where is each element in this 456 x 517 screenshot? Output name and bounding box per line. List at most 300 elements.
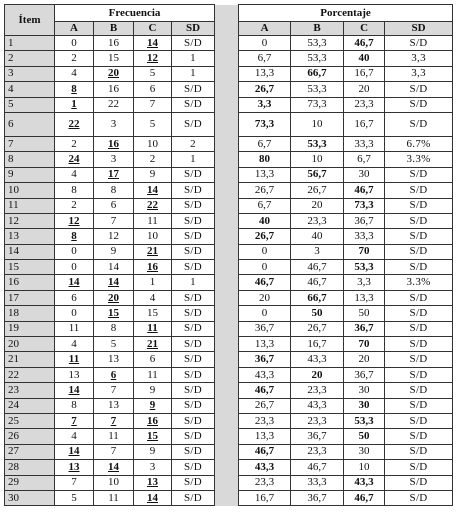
item-number: 19 bbox=[5, 321, 55, 336]
pct-value: 43,3 bbox=[307, 399, 327, 412]
pct-value: 80 bbox=[259, 153, 271, 166]
freq-value: 11 bbox=[68, 322, 80, 335]
pct-cell-a bbox=[239, 198, 291, 213]
freq-cell-b bbox=[94, 337, 134, 352]
freq-value: 0 bbox=[71, 36, 77, 49]
item-number: 10 bbox=[5, 183, 55, 198]
freq-cell-a bbox=[55, 66, 94, 81]
freq-value: 13 bbox=[108, 353, 119, 366]
pct-cell-b bbox=[291, 367, 344, 382]
freq-cell-b bbox=[94, 213, 134, 228]
pct-cell-c bbox=[344, 82, 385, 97]
freq-cell-sd bbox=[172, 152, 215, 167]
table-row bbox=[5, 229, 453, 244]
item-number: 26 bbox=[5, 429, 55, 444]
column-separator bbox=[215, 429, 239, 444]
freq-cell-a bbox=[55, 413, 94, 428]
pct-value: S/D bbox=[409, 322, 428, 335]
pct-cell-c bbox=[344, 460, 385, 475]
freq-cell-c bbox=[134, 290, 172, 305]
freq-value: 6 bbox=[110, 368, 117, 381]
pct-cell-a bbox=[239, 36, 291, 51]
pct-cell-b bbox=[291, 398, 344, 413]
freq-value: 8 bbox=[110, 183, 117, 196]
pct-value: S/D bbox=[409, 245, 428, 258]
pct-value: 23,3 bbox=[254, 476, 275, 489]
freq-cell-b bbox=[94, 413, 134, 428]
pct-value: 66,7 bbox=[307, 67, 327, 80]
pct-value: 53,3 bbox=[354, 260, 374, 273]
pct-cell-c bbox=[344, 383, 385, 398]
freq-value: 15 bbox=[147, 430, 158, 443]
column-separator bbox=[215, 66, 239, 81]
table-body bbox=[5, 36, 453, 506]
freq-cell-c bbox=[134, 198, 172, 213]
pct-value: 73,3 bbox=[354, 199, 374, 212]
item-number: 29 bbox=[5, 475, 55, 490]
freq-cell-a bbox=[55, 321, 94, 336]
pct-value: 36,7 bbox=[307, 491, 327, 504]
freq-value: 16 bbox=[147, 414, 158, 427]
pct-cell-a bbox=[239, 460, 291, 475]
pct-cell-sd bbox=[385, 321, 453, 336]
freq-value: 9 bbox=[110, 245, 117, 258]
pct-value: 23,3 bbox=[307, 383, 327, 396]
freq-cell-b bbox=[94, 429, 134, 444]
freq-value: 5 bbox=[71, 491, 77, 504]
pct-cell-b bbox=[291, 260, 344, 275]
freq-value: 24 bbox=[68, 153, 80, 166]
freq-value: 13 bbox=[68, 368, 80, 381]
table-row bbox=[5, 398, 453, 413]
freq-cell-c bbox=[134, 167, 172, 182]
pct-value: S/D bbox=[409, 414, 428, 427]
freq-cell-a bbox=[55, 429, 94, 444]
freq-value: 1 bbox=[190, 52, 196, 65]
freq-value: 2 bbox=[71, 137, 77, 150]
pct-value: 16,7 bbox=[354, 67, 374, 80]
freq-value: 0 bbox=[71, 245, 77, 258]
pct-cell-sd bbox=[385, 244, 453, 259]
freq-cell-c bbox=[134, 429, 172, 444]
freq-cell-c bbox=[134, 490, 172, 505]
freq-value: 3 bbox=[110, 117, 117, 130]
freq-value: S/D bbox=[184, 214, 203, 227]
pct-value: 43,3 bbox=[254, 368, 275, 381]
freq-cell-b bbox=[94, 290, 134, 305]
freq-cell-sd bbox=[172, 290, 215, 305]
table-row bbox=[5, 367, 453, 382]
table-row bbox=[5, 306, 453, 321]
pct-value: 46,7 bbox=[254, 445, 275, 458]
pct-cell-a bbox=[239, 66, 291, 81]
freq-value: S/D bbox=[184, 337, 203, 350]
pct-value: 20 bbox=[358, 353, 370, 366]
pct-value: 0 bbox=[261, 245, 268, 258]
pct-value: 23,3 bbox=[254, 414, 275, 427]
freq-cell-b bbox=[94, 229, 134, 244]
pct-cell-c bbox=[344, 51, 385, 66]
freq-cell-b bbox=[94, 383, 134, 398]
column-separator bbox=[215, 198, 239, 213]
pct-value: 53,3 bbox=[307, 82, 327, 95]
pct-value: 3 bbox=[314, 245, 320, 258]
pct-value: 20 bbox=[311, 199, 323, 212]
item-number: 17 bbox=[5, 290, 55, 305]
column-separator bbox=[215, 183, 239, 198]
table-row bbox=[5, 413, 453, 428]
column-separator bbox=[215, 229, 239, 244]
pct-col-b: B bbox=[291, 22, 344, 36]
freq-cell-sd bbox=[172, 475, 215, 490]
freq-cell-c bbox=[134, 136, 172, 151]
freq-cell-sd bbox=[172, 51, 215, 66]
freq-value: 22 bbox=[108, 98, 119, 111]
pct-cell-sd bbox=[385, 352, 453, 367]
header-item: Ítem bbox=[5, 5, 55, 36]
pct-value: 46,7 bbox=[254, 383, 275, 396]
freq-value: S/D bbox=[184, 245, 203, 258]
item-number: 16 bbox=[5, 275, 55, 290]
item-number: 9 bbox=[5, 167, 55, 182]
freq-cell-sd bbox=[172, 398, 215, 413]
freq-cell-b bbox=[94, 475, 134, 490]
table-row bbox=[5, 36, 453, 51]
freq-cell-c bbox=[134, 413, 172, 428]
pct-value: 40 bbox=[311, 229, 323, 242]
column-separator bbox=[215, 97, 239, 112]
pct-cell-b bbox=[291, 275, 344, 290]
pct-value: S/D bbox=[409, 229, 428, 242]
freq-value: 14 bbox=[108, 260, 119, 273]
freq-col-sd: SD bbox=[172, 22, 215, 36]
freq-cell-sd bbox=[172, 213, 215, 228]
freq-value: 15 bbox=[108, 306, 119, 319]
pct-value: 46,7 bbox=[354, 491, 374, 504]
pct-value: 33,3 bbox=[354, 137, 374, 150]
freq-value: 1 bbox=[71, 98, 77, 111]
pct-cell-a bbox=[239, 490, 291, 505]
pct-cell-sd bbox=[385, 152, 453, 167]
freq-cell-b bbox=[94, 244, 134, 259]
freq-cell-a bbox=[55, 213, 94, 228]
pct-value: 30 bbox=[358, 168, 370, 181]
pct-cell-sd bbox=[385, 82, 453, 97]
freq-cell-b bbox=[94, 51, 134, 66]
column-separator bbox=[215, 352, 239, 367]
freq-value: 14 bbox=[147, 36, 158, 49]
freq-value: S/D bbox=[184, 306, 203, 319]
freq-cell-a bbox=[55, 229, 94, 244]
item-number: 3 bbox=[5, 66, 55, 81]
freq-cell-sd bbox=[172, 112, 215, 136]
pct-value: S/D bbox=[409, 260, 428, 273]
pct-value: 6,7 bbox=[257, 137, 272, 150]
pct-cell-b bbox=[291, 229, 344, 244]
pct-cell-sd bbox=[385, 367, 453, 382]
freq-value: 7 bbox=[149, 98, 156, 111]
freq-cell-sd bbox=[172, 183, 215, 198]
freq-cell-a bbox=[55, 306, 94, 321]
freq-cell-b bbox=[94, 167, 134, 182]
column-separator bbox=[215, 275, 239, 290]
pct-cell-sd bbox=[385, 306, 453, 321]
pct-value: 53,3 bbox=[307, 52, 327, 65]
table-row bbox=[5, 490, 453, 505]
freq-cell-b bbox=[94, 36, 134, 51]
freq-cell-b bbox=[94, 490, 134, 505]
column-separator bbox=[215, 398, 239, 413]
pct-cell-b bbox=[291, 475, 344, 490]
pct-value: 3,3 bbox=[411, 67, 426, 80]
freq-value: 9 bbox=[149, 399, 156, 412]
freq-value: 0 bbox=[71, 306, 77, 319]
freq-value: 1 bbox=[190, 67, 196, 80]
table-row bbox=[5, 475, 453, 490]
freq-value: 11 bbox=[147, 214, 158, 227]
pct-value: S/D bbox=[409, 291, 428, 304]
freq-value: 13 bbox=[68, 460, 80, 473]
pct-cell-c bbox=[344, 352, 385, 367]
freq-cell-c bbox=[134, 321, 172, 336]
freq-value: 4 bbox=[71, 430, 77, 443]
pct-value: 53,3 bbox=[307, 36, 327, 49]
freq-value: S/D bbox=[184, 82, 203, 95]
freq-cell-a bbox=[55, 51, 94, 66]
freq-cell-b bbox=[94, 112, 134, 136]
pct-value: 0 bbox=[261, 260, 268, 273]
freq-cell-c bbox=[134, 152, 172, 167]
freq-cell-a bbox=[55, 183, 94, 198]
pct-cell-b bbox=[291, 352, 344, 367]
table-row bbox=[5, 275, 453, 290]
pct-cell-b bbox=[291, 490, 344, 505]
freq-value: S/D bbox=[184, 414, 203, 427]
table-row bbox=[5, 97, 453, 112]
pct-col-sd: SD bbox=[385, 22, 453, 36]
pct-value: S/D bbox=[409, 214, 428, 227]
pct-value: S/D bbox=[409, 36, 428, 49]
pct-cell-b bbox=[291, 152, 344, 167]
pct-cell-sd bbox=[385, 429, 453, 444]
pct-cell-b bbox=[291, 198, 344, 213]
freq-cell-c bbox=[134, 82, 172, 97]
freq-cell-a bbox=[55, 275, 94, 290]
freq-cell-c bbox=[134, 112, 172, 136]
item-number: 4 bbox=[5, 82, 55, 97]
freq-cell-sd bbox=[172, 36, 215, 51]
pct-value: 50 bbox=[358, 430, 370, 443]
pct-cell-a bbox=[239, 398, 291, 413]
table-row bbox=[5, 198, 453, 213]
pct-cell-c bbox=[344, 398, 385, 413]
pct-cell-b bbox=[291, 383, 344, 398]
freq-value: 2 bbox=[149, 153, 156, 166]
freq-cell-c bbox=[134, 229, 172, 244]
pct-cell-b bbox=[291, 321, 344, 336]
pct-value: 43,3 bbox=[354, 476, 374, 489]
freq-value: 13 bbox=[108, 399, 119, 412]
pct-value: S/D bbox=[409, 306, 428, 319]
pct-cell-sd bbox=[385, 275, 453, 290]
freq-cell-a bbox=[55, 112, 94, 136]
freq-cell-c bbox=[134, 306, 172, 321]
pct-value: 6,7 bbox=[257, 52, 272, 65]
freq-cell-sd bbox=[172, 136, 215, 151]
pct-cell-b bbox=[291, 51, 344, 66]
pct-value: S/D bbox=[409, 183, 428, 196]
freq-value: S/D bbox=[184, 36, 203, 49]
pct-value: S/D bbox=[409, 491, 428, 504]
freq-cell-sd bbox=[172, 429, 215, 444]
freq-value: S/D bbox=[184, 445, 203, 458]
pct-value: 26,7 bbox=[254, 229, 275, 242]
item-number: 8 bbox=[5, 152, 55, 167]
pct-cell-a bbox=[239, 444, 291, 459]
column-separator bbox=[215, 167, 239, 182]
freq-cell-c bbox=[134, 367, 172, 382]
freq-cell-sd bbox=[172, 352, 215, 367]
freq-cell-b bbox=[94, 136, 134, 151]
pct-cell-sd bbox=[385, 475, 453, 490]
freq-value: 1 bbox=[190, 276, 196, 289]
column-separator bbox=[215, 244, 239, 259]
freq-col-b: B bbox=[94, 22, 134, 36]
freq-cell-b bbox=[94, 321, 134, 336]
freq-value: 16 bbox=[108, 82, 119, 95]
freq-cell-b bbox=[94, 367, 134, 382]
column-separator bbox=[215, 413, 239, 428]
pct-cell-sd bbox=[385, 136, 453, 151]
freq-cell-a bbox=[55, 460, 94, 475]
column-separator bbox=[215, 82, 239, 97]
pct-value: 10 bbox=[358, 460, 370, 473]
freq-cell-a bbox=[55, 398, 94, 413]
results-table bbox=[4, 4, 453, 506]
pct-value: 0 bbox=[261, 36, 268, 49]
freq-cell-c bbox=[134, 352, 172, 367]
freq-value: 8 bbox=[71, 399, 77, 412]
freq-value: S/D bbox=[184, 322, 203, 335]
freq-value: 6 bbox=[71, 291, 77, 304]
item-number: 23 bbox=[5, 383, 55, 398]
item-number: 15 bbox=[5, 260, 55, 275]
pct-cell-c bbox=[344, 112, 385, 136]
freq-value: 9 bbox=[149, 445, 156, 458]
pct-value: 73,3 bbox=[254, 117, 275, 130]
freq-value: 0 bbox=[71, 260, 77, 273]
freq-cell-c bbox=[134, 183, 172, 198]
column-separator bbox=[215, 383, 239, 398]
pct-cell-a bbox=[239, 51, 291, 66]
table-row bbox=[5, 82, 453, 97]
pct-value: 70 bbox=[358, 245, 370, 258]
freq-cell-sd bbox=[172, 337, 215, 352]
freq-value: S/D bbox=[184, 98, 203, 111]
table-row bbox=[5, 444, 453, 459]
pct-cell-b bbox=[291, 413, 344, 428]
pct-cell-c bbox=[344, 444, 385, 459]
pct-cell-c bbox=[344, 306, 385, 321]
pct-cell-b bbox=[291, 213, 344, 228]
pct-cell-c bbox=[344, 275, 385, 290]
freq-value: S/D bbox=[184, 399, 203, 412]
freq-cell-sd bbox=[172, 198, 215, 213]
pct-cell-a bbox=[239, 82, 291, 97]
table-row bbox=[5, 152, 453, 167]
table-row bbox=[5, 321, 453, 336]
column-separator bbox=[215, 5, 239, 36]
pct-value: 53,3 bbox=[354, 414, 374, 427]
header-frecuencia: Frecuencia bbox=[55, 5, 215, 22]
pct-value: 6,7 bbox=[257, 199, 272, 212]
pct-value: S/D bbox=[409, 199, 428, 212]
freq-cell-b bbox=[94, 460, 134, 475]
freq-cell-a bbox=[55, 475, 94, 490]
table-row bbox=[5, 136, 453, 151]
freq-value: S/D bbox=[184, 199, 203, 212]
pct-cell-c bbox=[344, 198, 385, 213]
freq-value: 13 bbox=[147, 476, 158, 489]
table-row bbox=[5, 112, 453, 136]
freq-value: 8 bbox=[110, 322, 117, 335]
freq-value: 16 bbox=[108, 36, 119, 49]
pct-value: 13,3 bbox=[354, 291, 374, 304]
freq-value: S/D bbox=[184, 117, 203, 130]
freq-value: 14 bbox=[108, 460, 119, 473]
pct-cell-b bbox=[291, 167, 344, 182]
pct-cell-sd bbox=[385, 112, 453, 136]
pct-value: 46,7 bbox=[307, 260, 327, 273]
pct-value: 36,7 bbox=[354, 368, 374, 381]
freq-cell-a bbox=[55, 367, 94, 382]
freq-value: 2 bbox=[71, 199, 77, 212]
pct-value: 33,3 bbox=[307, 476, 327, 489]
pct-cell-sd bbox=[385, 66, 453, 81]
pct-value: 16,7 bbox=[307, 337, 327, 350]
pct-cell-c bbox=[344, 475, 385, 490]
pct-cell-b bbox=[291, 244, 344, 259]
column-separator bbox=[215, 444, 239, 459]
freq-value: 11 bbox=[147, 322, 158, 335]
freq-value: 11 bbox=[68, 353, 80, 366]
pct-cell-c bbox=[344, 213, 385, 228]
pct-cell-a bbox=[239, 229, 291, 244]
item-number: 11 bbox=[5, 198, 55, 213]
pct-value: 26,7 bbox=[254, 399, 275, 412]
freq-cell-sd bbox=[172, 490, 215, 505]
item-number: 14 bbox=[5, 244, 55, 259]
pct-value: 40 bbox=[259, 214, 271, 227]
pct-cell-a bbox=[239, 136, 291, 151]
freq-cell-a bbox=[55, 383, 94, 398]
pct-cell-sd bbox=[385, 460, 453, 475]
pct-value: 46,7 bbox=[354, 36, 374, 49]
item-number: 6 bbox=[5, 112, 55, 136]
freq-value: 14 bbox=[68, 445, 80, 458]
freq-cell-sd bbox=[172, 444, 215, 459]
freq-value: S/D bbox=[184, 491, 203, 504]
freq-cell-b bbox=[94, 183, 134, 198]
table-row bbox=[5, 183, 453, 198]
pct-cell-b bbox=[291, 183, 344, 198]
item-number: 12 bbox=[5, 213, 55, 228]
pct-cell-b bbox=[291, 337, 344, 352]
pct-value: 3,3 bbox=[357, 276, 371, 289]
freq-cell-a bbox=[55, 352, 94, 367]
freq-value: 15 bbox=[147, 306, 158, 319]
freq-value: 6 bbox=[110, 199, 117, 212]
